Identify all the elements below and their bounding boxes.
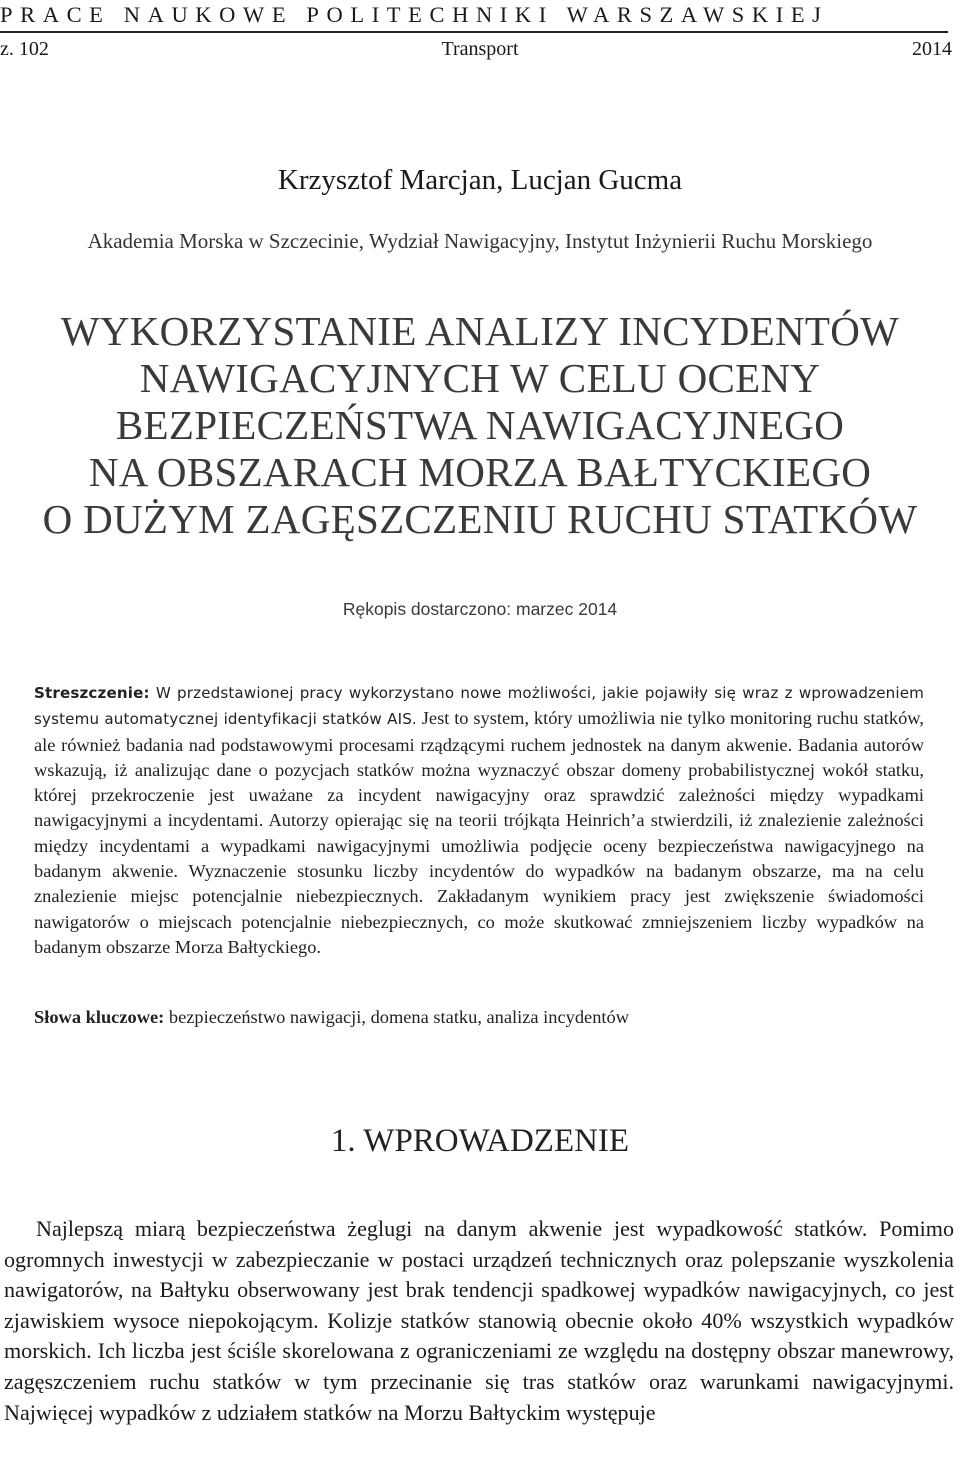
issue-series: Transport bbox=[441, 38, 519, 60]
journal-name: PRACE NAUKOWE POLITECHNIKI WARSZAWSKIEJ bbox=[0, 2, 829, 27]
paper-title bbox=[0, 308, 960, 543]
keywords-text: bezpieczeństwo nawigacji, domena statku, analiza incydentów bbox=[168, 1007, 629, 1027]
title-line: BEZPIECZEŃSTWA NAWIGACYJNEGO bbox=[115, 402, 845, 448]
abstract-text: Jest to system, który umożliwia nie tylko monitoring ruchu statków, ale również badania nad podstawowymi procesami rządzącymi ruchem jednostek na danym akwenie. Badania autorów wskazują, iż analizując dane o pozycjach statków można wyznaczyć obszar domeny probabilistycznej wokół statku, której przekroczenie jest uważane za incydent nawigacyjny oraz sprawdzić zależności między wypadkami nawigacyjnymi a incydentami. Autorzy opierając się na teorii trójkąta Heinrich’a stwierdzili, iż znalezienie zależności między incydentami a wypadkami nawigacyjnymi umożliwia podjęcie oceny bezpieczeństwa nawigacyjnego na badanym akwenie. Wyznaczenie stosunku liczby incydentów do wypadków na badanym obszarze, ma na celu znalezienie miejsc potencjalnie niebezpiecznych. Zakładanym wynikiem pracy jest zwiększenie świadomości nawigatorów o miejscach potencjalnie niebezpiecznych, co może skutkować zmniejszeniem liczby wypadków na badanym obszarze Morza Bałtyckiego. bbox=[34, 708, 924, 957]
keywords bbox=[34, 1004, 924, 1030]
keywords-label: Słowa kluczowe: bbox=[34, 1007, 165, 1027]
title-line: O DUŻYM ZAGĘSZCZENIU RUCHU STATKÓW bbox=[42, 496, 918, 542]
affiliation: Akademia Morska w Szczecinie, Wydział Nawigacyjny, Instytut Inżynierii Ruchu Morskiego bbox=[87, 229, 873, 253]
journal-header bbox=[0, 0, 960, 72]
issue-number: z. 102 bbox=[0, 38, 49, 60]
header-rule bbox=[0, 31, 948, 33]
title-line: NA OBSZARACH MORZA BAŁTYCKIEGO bbox=[88, 449, 872, 495]
title-line: WYKORZYSTANIE ANALIZY INCYDENTÓW bbox=[60, 308, 900, 354]
abstract-label: Streszczenie: bbox=[34, 684, 150, 702]
authors: Krzysztof Marcjan, Lucjan Gucma bbox=[277, 164, 683, 196]
title-line: NAWIGACYJNYCH W CELU OCENY bbox=[139, 355, 821, 401]
body-paragraph bbox=[4, 1214, 954, 1428]
body-paragraph-text: Najlepszą miarą bezpieczeństwa żeglugi na danym akwenie jest wypadkowość statków. Pomimo ogromnych inwestycji w zabezpieczanie w postaci urządzeń technicznych oraz polepszanie wyszkolenia nawigatorów, na Bałtyku obserwowany jest brak tendencji spadkowej wypadków nawigacyjnych, co jest zjawiskiem wysoce niepokojącym. Kolizje statków stanowią obecnie około 40% wszystkich wypadków morskich. Ich liczba jest ściśle skorelowana z ograniczeniami ze względu na dostępny obszar manewrowy, zagęszczeniem ruchu statków w tym przecinanie się tras statków oraz warunkami nawigacyjnymi. Najwięcej wypadków z udziałem statków na Morzu Bałtyckim występuje bbox=[4, 1216, 954, 1425]
issue-year: 2014 bbox=[912, 38, 952, 60]
abstract-lead: W przedstawionej pracy wykorzystano nowe możliwości, jakie pojawiły się wraz z wprowadzeniem systemu automatycznej identyfikacji statków AIS. bbox=[34, 684, 924, 729]
received-date: Rękopis dostarczono: marzec 2014 bbox=[342, 599, 618, 619]
abstract bbox=[34, 680, 924, 960]
section-heading: 1. WPROWADZENIE bbox=[330, 1123, 630, 1159]
